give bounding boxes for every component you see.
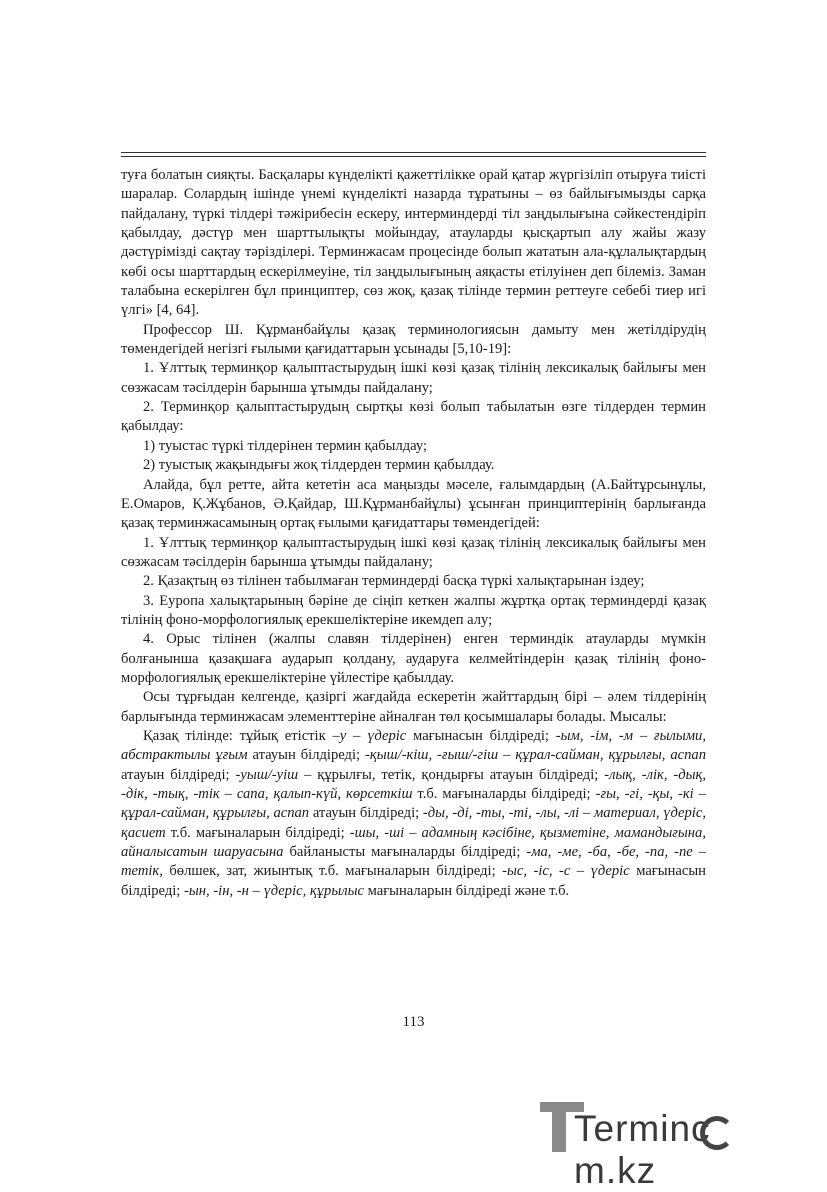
text-run: атауын білдіреді; <box>309 805 423 822</box>
italic-run: -қыш/-кіш, -ғыш/-гіш – құрал-сайман, құрылғы, аспап <box>365 747 706 764</box>
italic-run: -ым, -ім, -м – ғылыми, абстрактылы ұғым <box>121 727 707 764</box>
italic-run: -ма, -ме, -ба, -бе, -па, -пе – тетік <box>121 844 706 880</box>
text-run: , бөлшек, зат, жиынтық т.б. мағыналарын білдіреді; <box>159 863 503 880</box>
header-rule-bottom <box>121 156 706 157</box>
italic-run: -ғы, -гі, -қы, -кі – құрал-сайман, құрылғы, аспап <box>121 786 706 822</box>
text-run: мағынасын білдіреді; <box>121 863 706 899</box>
italic-run: -лық, -лік, -дық, -дік, -тық, -тік – сапа, қалып-күй, көрсеткіш <box>121 766 706 802</box>
text-run: т.б. мағыналарды білдіреді; <box>412 786 596 802</box>
italic-run: -ды, -ді, -ты, -ті, -лы, -лі – материал, үдеріс, қасиет <box>121 805 706 841</box>
logo-text-c: c <box>691 1108 711 1149</box>
italic-run: –у – үдеріс <box>332 727 407 744</box>
page-number: 113 <box>402 1014 425 1030</box>
body-text <box>121 166 706 901</box>
sub-list-item: 1) туыстас түркі тілдерінен термин қабылдау; <box>143 437 428 454</box>
header-rule-top <box>121 152 706 153</box>
logo-magnifier-icon <box>700 1116 734 1150</box>
paragraph: Алайда, бұл ретте, айта кететін аса маңызды мәселе, ғалымдардың (А.Байтұрсынұлы, Е.Омаров, Қ.Жұбанов, Ә.Қайдар, Ш.Құрманбайұлы) ұсынған принциптерінің барлығанда қазақ терминжасамының ортақ ғылыми қағидаттары төмендегідей: <box>121 476 706 532</box>
logo-t-stem <box>552 1102 566 1152</box>
list-item: 2. Терминқор қалыптастырудың сыртқы көзі болып табылатын өзге тілдерден термин қабылдау: <box>121 399 706 435</box>
text-run: атауын білдіреді; <box>247 747 366 764</box>
paragraph: Осы тұрғыдан келгенде, қазіргі жағдайда ескеретін жайттардың бірі – әлем тілдерінің барлығында терминжасам элементтеріне айналған төл қосымшалары болады. Мысалы: <box>121 689 706 725</box>
paragraph-examples <box>121 727 706 901</box>
logo-text-start: Termin <box>574 1108 692 1149</box>
text-run: мағынасын білдіреді; <box>406 727 556 744</box>
text-run: атауын білдіреді; <box>121 766 236 783</box>
paragraph: Профессор Ш. Құрманбайұлы қазақ терминологиясын дамыту мен жетілдірудің төмендегідей негізгі ғылыми қағидаттарын ұсынады [5,10-19]: <box>121 321 706 358</box>
text-run: – құрылғы, тетік, қондырғы атауын білдіреді; <box>298 766 605 783</box>
text-run: т.б. мағыналарын білдіреді; <box>165 824 350 841</box>
logo-wordmark <box>574 1108 810 1192</box>
termincom-logo <box>540 1098 810 1191</box>
logo-text-end: m.kz <box>574 1150 657 1191</box>
paragraph: туға болатын сияқты. Басқалары күнделікті қажеттілікке орай қатар жүргізіліп отыруға тиісті шаралар. Солардың ішінде үнемі күнделікті назарда тұратыны – өз байлығымызды сарқа пайдалану, түркі тілдері тәжірибесін ескеру, интерминдерді тіл заңдылығына сәйкестендіріп қабылдау, дәстүр мен шарттылықты мойындау, атауларды қысқартып алу жайы жазу дәстүрімізді сақтау тәрізділері. Терминжасам процесінде болып жататын ала-құлалықтардың көбі осы шарттардың ескерілмеуіне, тіл заңдылығының аяқасты етілуінен деп білеміз. Заман талабына ескерілген бұл принциптер, сөз жоқ, қазақ тілінде термин реттеуге себебі тиер игі үлгі» [4, 64]. <box>121 167 706 319</box>
list-item: 3. Еуропа халықтарының бәріне де сіңіп кеткен жалпы жұртқа ортақ терминдерді қазақ тілінің фоно-морфологиялық ерекшеліктеріне икемдеп алу; <box>121 592 706 628</box>
list-item: 1. Ұлттық терминқор қалыптастырудың ішкі көзі қазақ тілінің лексикалық байлығы мен сөзжасам тәсілдерін барынша ұтымды пайдалану; <box>121 360 706 396</box>
italic-run: -ыс, -іс, -с – үдеріс <box>502 863 630 880</box>
text-run: байланысты мағыналарды білдіреді; <box>283 844 527 861</box>
list-item: 4. Орыс тілінен (жалпы славян тілдерінен) енген терминдік атауларды мүмкін болғанынша қазақшаға аударып қолдану, аударуға келмейтіндерін қазақ тілінің фоно-морфологиялық ерекшеліктеріне үйлестіре қабылдау. <box>121 631 706 686</box>
italic-run: -уыш/-уіш <box>235 766 299 783</box>
sub-list-item: 2) туыстық жақындығы жоқ тілдерден термин қабылдау. <box>143 457 495 474</box>
list-item: 2. Қазақтың өз тілінен табылмаған терминдерді басқа түркі халықтарынан іздеу; <box>143 573 645 590</box>
text-run: Қазақ тілінде: тұйық етістік <box>143 727 333 744</box>
text-run: мағыналарын білдіреді және т.б. <box>363 882 570 899</box>
list-item: 1. Ұлттық терминқор қалыптастырудың ішкі көзі қазақ тілінің лексикалық байлығы мен сөзжасам тәсілдерін барынша ұтымды пайдалану; <box>121 534 706 570</box>
italic-run: -шы, -ші – адамның кәсібіне, қызметіне, мамандығына, айналысатын шаруасына <box>121 824 706 861</box>
italic-run: -ын, -ін, -н – үдеріс, құрылыс <box>184 882 364 899</box>
